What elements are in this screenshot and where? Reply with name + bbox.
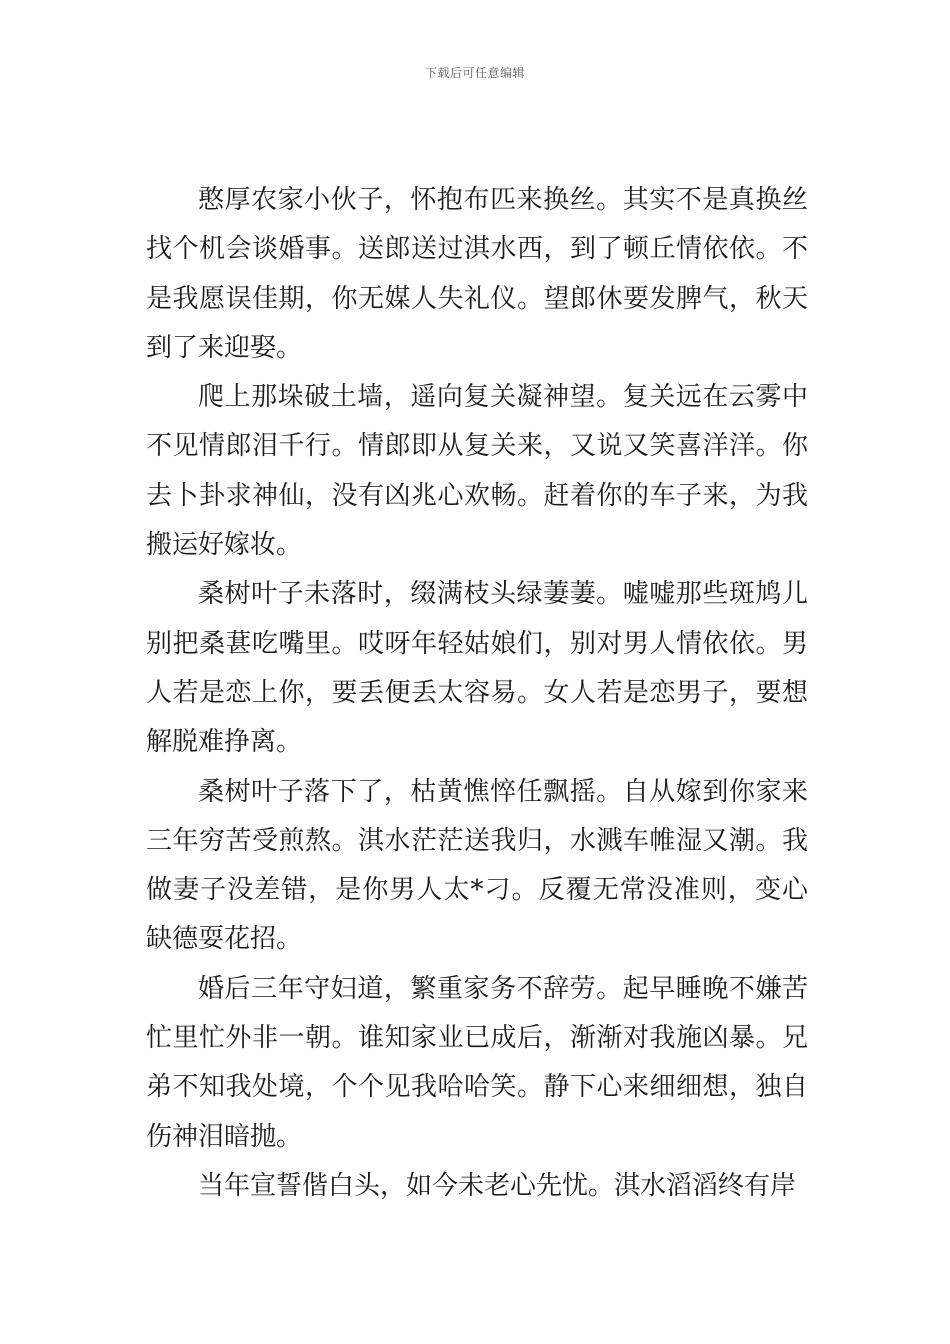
poem-body <box>146 176 808 1211</box>
paragraph-1: 憨厚农家小伙子，怀抱布匹来换丝。其实不是真换丝找个机会谈婚事。送郎送过淇水西，到了顿丘情依依。不是我愿误佳期，你无媒人失礼仪。望郎休要发脾气，秋天到了来迎娶。 <box>146 185 808 363</box>
paragraph-3: 桑树叶子未落时，缀满枝头绿萋萋。嘘嘘那些斑鸠儿别把桑葚吃嘴里。哎呀年轻姑娘们，别对男人情依依。男人若是恋上你，要丢便丢太容易。女人若是恋男子，要想解脱难挣离。 <box>146 579 808 758</box>
paragraph-4: 桑树叶子落下了，枯黄憔悴任飘摇。自从嫁到你家来三年穷苦受煎熬。淇水茫茫送我归，水溅车帷湿又潮。我做妻子没差错，是你男人太*刁。反覆无常没准则，变心缺德耍花招。 <box>146 776 808 955</box>
paragraph-2: 爬上那垛破土墙，遥向复关凝神望。复关远在云雾中不见情郎泪千行。情郎即从复关来，又说又笑喜洋洋。你去卜卦求神仙，没有凶兆心欢畅。赶着你的车子来，为我搬运好嫁妆。 <box>146 382 808 561</box>
paragraph-5: 婚后三年守妇道，繁重家务不辞劳。起早睡晚不嫌苦忙里忙外非一朝。谁知家业已成后，渐渐对我施凶暴。兄弟不知我处境，个个见我哈哈笑。静下心来细细想，独自伤神泪暗抛。 <box>146 973 808 1152</box>
paragraph-6: 当年宣誓偕白头，如今未老心先忧。淇水滔滔终有岸 <box>198 1170 797 1201</box>
page-header: 下载后可任意编辑 <box>424 66 525 80</box>
